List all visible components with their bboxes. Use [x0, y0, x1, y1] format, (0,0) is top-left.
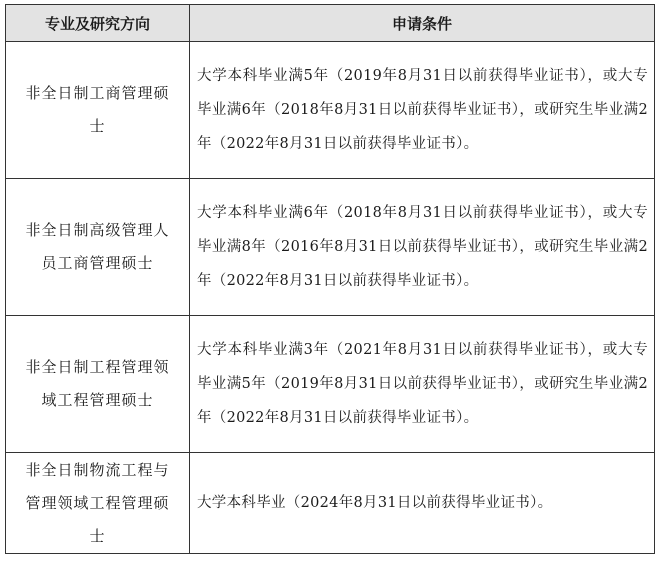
major-name: 非全日制工商管理硕士 — [25, 84, 170, 135]
condition-cell: 大学本科毕业（2024年8月31日以前获得毕业证书）。 — [190, 453, 655, 554]
table-row — [6, 179, 655, 316]
condition-cell: 大学本科毕业满6年（2018年8月31日以前获得毕业证书），或大专毕业满8年（2016年8月31日以前获得毕业证书），或研究生毕业满2年（2022年8月31日以前获得毕业证书）。 — [190, 179, 655, 316]
table-row — [6, 42, 655, 179]
table-header-row — [6, 5, 655, 42]
major-cell — [6, 453, 190, 554]
table-row — [6, 453, 655, 554]
major-cell — [6, 316, 190, 453]
major-cell — [6, 179, 190, 316]
header-major: 专业及研究方向 — [6, 5, 190, 42]
condition-cell: 大学本科毕业满3年（2021年8月31日以前获得毕业证书），或大专毕业满5年（2019年8月31日以前获得毕业证书），或研究生毕业满2年（2022年8月31日以前获得毕业证书）。 — [190, 316, 655, 453]
major-name: 非全日制高级管理人员工商管理硕士 — [25, 221, 170, 272]
major-name: 非全日制物流工程与管理领域工程管理硕士 — [25, 460, 170, 545]
requirements-table — [5, 4, 655, 554]
admission-requirements-sheet — [5, 4, 655, 559]
major-name: 非全日制工程管理领域工程管理硕士 — [25, 358, 170, 409]
table-row — [6, 316, 655, 453]
header-condition: 申请条件 — [190, 5, 655, 42]
major-cell — [6, 42, 190, 179]
condition-cell: 大学本科毕业满5年（2019年8月31日以前获得毕业证书），或大专毕业满6年（2018年8月31日以前获得毕业证书），或研究生毕业满2年（2022年8月31日以前获得毕业证书）。 — [190, 42, 655, 179]
